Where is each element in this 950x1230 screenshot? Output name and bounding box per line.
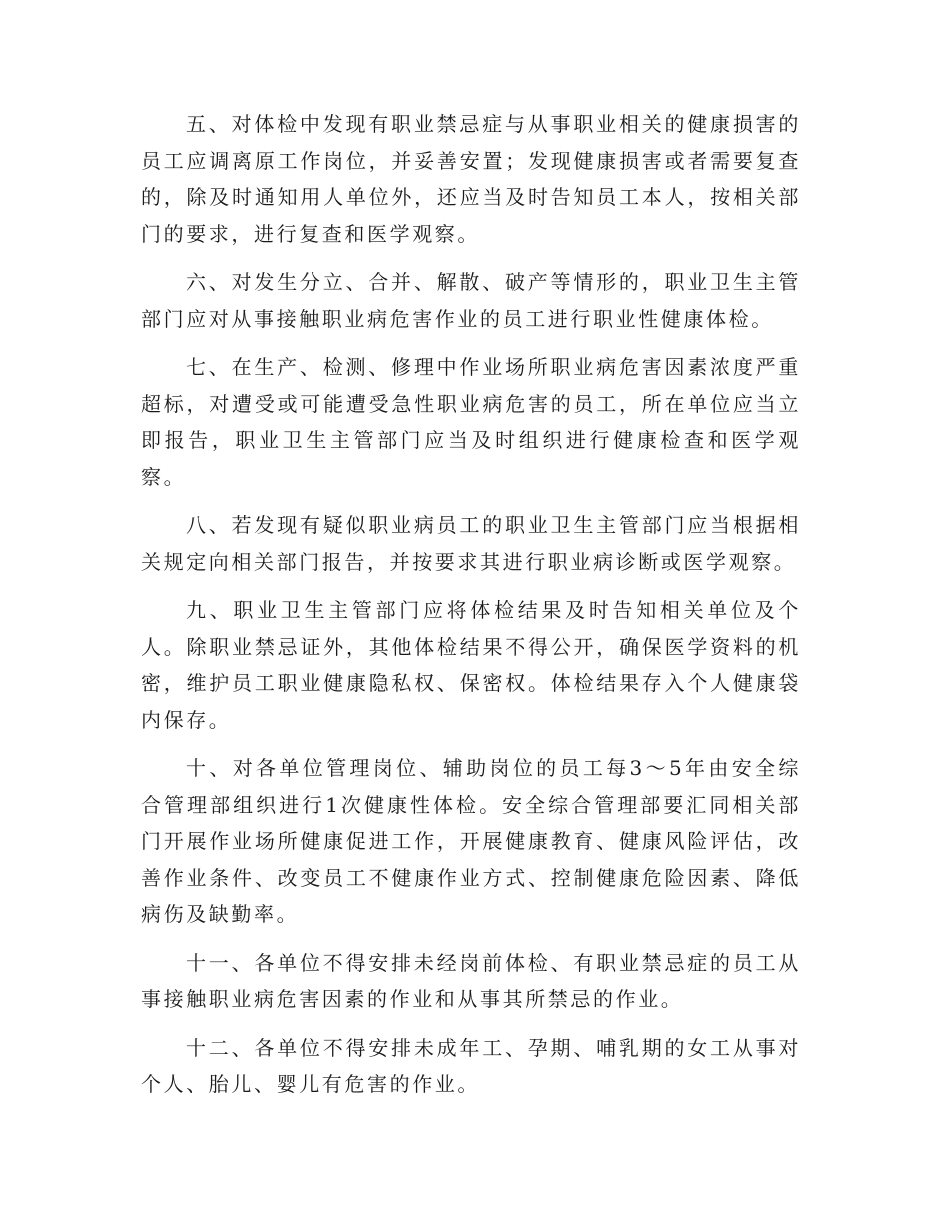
paragraph-9: 九、职业卫生主管部门应将体检结果及时告知相关单位及个人。除职业禁忌证外，其他体检结果不得公开，确保医学资料的机密，维护员工职业健康隐私权、保密权。体检结果存入个人健康袋内保存。 [141, 598, 801, 732]
paragraph-11: 十一、各单位不得安排未经岗前体检、有职业禁忌症的员工从事接触职业病危害因素的作业和从事其所禁忌的作业。 [141, 950, 801, 1011]
paragraph-8: 八、若发现有疑似职业病员工的职业卫生主管部门应当根据相关规定向相关部门报告，并按要求其进行职业病诊断或医学观察。 [141, 513, 801, 574]
paragraph-10: 十、对各单位管理岗位、辅助岗位的员工每3～5年由安全综合管理部组织进行1次健康性体检。安全综合管理部要汇同相关部门开展作业场所健康促进工作，开展健康教育、健康风险评估，改善作业条件、改变员工不健康作业方式、控制健康危险因素、降低病伤及缺勤率。 [141, 756, 801, 926]
document-body [141, 106, 801, 1115]
paragraph-6: 六、对发生分立、合并、解散、破产等情形的，职业卫生主管部门应对从事接触职业病危害作业的员工进行职业性健康体检。 [141, 270, 801, 331]
paragraph-12: 十二、各单位不得安排未成年工、孕期、哺乳期的女工从事对个人、胎儿、婴儿有危害的作业。 [141, 1035, 801, 1096]
paragraph-5: 五、对体检中发现有职业禁忌症与从事职业相关的健康损害的员工应调离原工作岗位，并妥善安置；发现健康损害或者需要复查的，除及时通知用人单位外，还应当及时告知员工本人，按相关部门的要求，进行复查和医学观察。 [141, 112, 801, 246]
paragraph-7: 七、在生产、检测、修理中作业场所职业病危害因素浓度严重超标，对遭受或可能遭受急性职业病危害的员工，所在单位应当立即报告，职业卫生主管部门应当及时组织进行健康检查和医学观察。 [141, 355, 801, 489]
